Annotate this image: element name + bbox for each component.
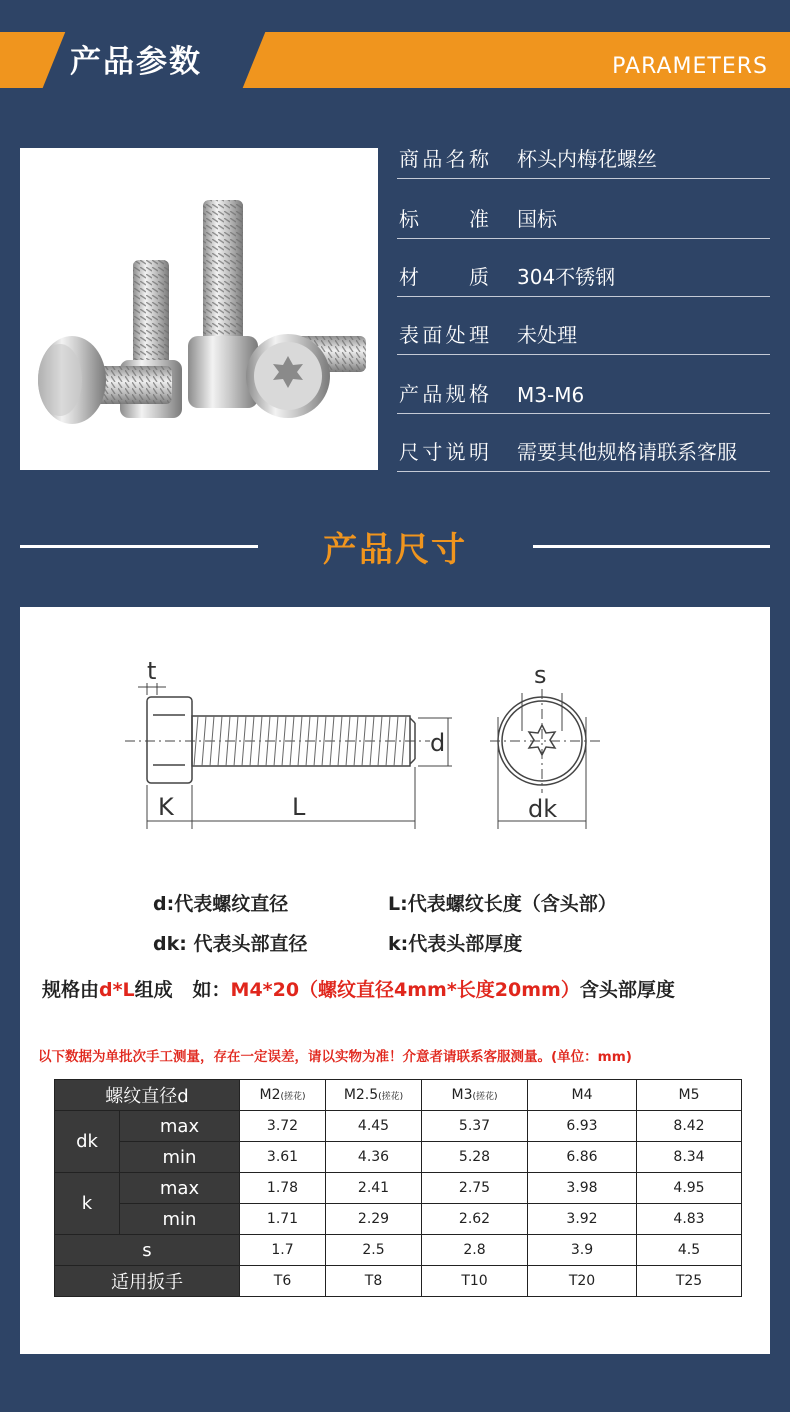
table-cell: 3.9	[528, 1235, 637, 1266]
page-subtitle-en: PARAMETERS	[612, 54, 768, 79]
column-header: M2.5(搓花)	[326, 1080, 422, 1111]
dim-label-dk: dk	[528, 795, 558, 823]
dim-label-d: d	[430, 729, 446, 757]
table-cell: 5.28	[422, 1142, 528, 1173]
param-row-size-note	[397, 413, 770, 472]
param-label: 材质	[399, 265, 489, 289]
dimension-drawing	[20, 607, 770, 857]
table-cell: T6	[240, 1266, 326, 1297]
table-cell: 2.8	[422, 1235, 528, 1266]
table-cell: 6.93	[528, 1111, 637, 1142]
legend-L: L:代表螺纹长度（含头部）	[388, 893, 617, 915]
table-row	[55, 1173, 742, 1204]
spec-example: M4*20（螺纹直径4mm*长度20mm）	[230, 979, 580, 1001]
param-row-spec	[397, 355, 770, 414]
table-cell: T10	[422, 1266, 528, 1297]
param-label: 商品名称	[399, 147, 489, 171]
table-cell: 2.5	[326, 1235, 422, 1266]
table-cell: 3.72	[240, 1111, 326, 1142]
table-cell: 3.92	[528, 1204, 637, 1235]
dim-label-s: s	[534, 661, 547, 689]
spec-prefix: 规格由	[42, 979, 100, 1001]
row-label-s: s	[55, 1235, 240, 1266]
table-cell: 1.7	[240, 1235, 326, 1266]
table-cell: 3.61	[240, 1142, 326, 1173]
table-cell: T8	[326, 1266, 422, 1297]
param-label: 尺寸说明	[399, 440, 489, 464]
table-cell: 4.83	[637, 1204, 742, 1235]
table-row	[55, 1111, 742, 1142]
param-row-surface	[397, 296, 770, 355]
spec-mid: 组成 如：	[134, 979, 231, 1001]
param-row-standard	[397, 180, 770, 239]
section-title: 产品尺寸	[323, 530, 467, 570]
table-cell: 1.78	[240, 1173, 326, 1204]
param-row-material	[397, 238, 770, 297]
spec-suffix: 含头部厚度	[579, 979, 675, 1001]
table-cell: 4.45	[326, 1111, 422, 1142]
measurement-note: 以下数据为单批次手工测量，存在一定误差，请以实物为准！介意者请联系客服测量。(单位：mm)	[38, 1049, 632, 1065]
param-value: M3-M6	[517, 383, 585, 407]
row-label-min: min	[120, 1142, 240, 1173]
table-cell: 8.34	[637, 1142, 742, 1173]
dim-label-L: L	[292, 793, 306, 821]
table-row	[55, 1142, 742, 1173]
param-value: 未处理	[517, 323, 577, 347]
product-photo	[20, 148, 378, 470]
dim-label-t: t	[147, 657, 157, 685]
size-panel	[20, 607, 770, 1354]
table-row	[55, 1266, 742, 1297]
param-label: 表面处理	[399, 323, 489, 347]
table-row	[55, 1080, 742, 1111]
legend-k: k:代表头部厚度	[388, 933, 523, 955]
table-cell: 6.86	[528, 1142, 637, 1173]
table-row	[55, 1235, 742, 1266]
column-header: M5	[637, 1080, 742, 1111]
page-title: 产品参数	[70, 44, 202, 80]
screws-illustration	[20, 148, 378, 470]
row-group-dk: dk	[55, 1111, 120, 1173]
spec-line	[42, 975, 675, 1002]
dim-label-K: K	[158, 793, 174, 821]
table-cell: 2.62	[422, 1204, 528, 1235]
column-header: M3(搓花)	[422, 1080, 528, 1111]
param-value: 杯头内梅花螺丝	[517, 147, 657, 171]
param-value: 需要其他规格请联系客服	[517, 440, 737, 464]
table-cell: T25	[637, 1266, 742, 1297]
spec-formula: d*L	[99, 979, 135, 1001]
row-group-k: k	[55, 1173, 120, 1235]
table-cell: 1.71	[240, 1204, 326, 1235]
row-label-max: max	[120, 1111, 240, 1142]
table-corner-header: 螺纹直径d	[55, 1080, 240, 1111]
table-cell: T20	[528, 1266, 637, 1297]
table-cell: 4.36	[326, 1142, 422, 1173]
row-label-max: max	[120, 1173, 240, 1204]
param-value: 304不锈钢	[517, 265, 616, 289]
column-header: M4	[528, 1080, 637, 1111]
param-row-name	[397, 120, 770, 179]
table-cell: 2.29	[326, 1204, 422, 1235]
table-cell: 8.42	[637, 1111, 742, 1142]
param-label: 产品规格	[399, 382, 489, 406]
table-cell: 4.5	[637, 1235, 742, 1266]
size-table	[54, 1079, 742, 1297]
param-value: 国标	[517, 207, 557, 231]
legend-dk: dk: 代表头部直径	[153, 933, 308, 955]
row-label-min: min	[120, 1204, 240, 1235]
table-cell: 4.95	[637, 1173, 742, 1204]
param-label: 标准	[399, 207, 489, 231]
table-cell: 5.37	[422, 1111, 528, 1142]
row-label-wrench: 适用扳手	[55, 1266, 240, 1297]
table-cell: 3.98	[528, 1173, 637, 1204]
table-cell: 2.75	[422, 1173, 528, 1204]
table-row	[55, 1204, 742, 1235]
legend-d: d:代表螺纹直径	[153, 893, 289, 915]
column-header: M2(搓花)	[240, 1080, 326, 1111]
table-cell: 2.41	[326, 1173, 422, 1204]
